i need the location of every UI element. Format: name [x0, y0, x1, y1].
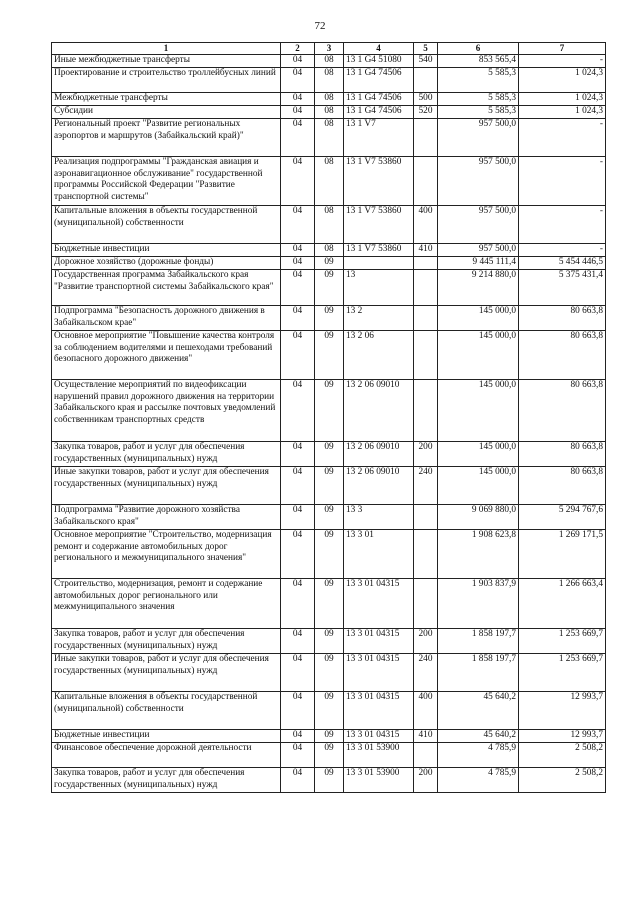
cell-target-article: 13 2 06 — [344, 331, 414, 380]
cell-expense-type: 500 — [414, 93, 438, 106]
table-row — [52, 119, 606, 157]
header-cell-target-article: 4 — [344, 43, 414, 55]
table-row — [52, 331, 606, 380]
cell-amount-1: 145 000,0 — [438, 331, 519, 380]
cell-subsection: 08 — [315, 119, 344, 157]
table-row — [52, 55, 606, 68]
cell-section: 04 — [281, 206, 315, 244]
cell-name: Проектирование и строительство троллейбусных линий — [52, 68, 281, 93]
table-row — [52, 505, 606, 530]
cell-section: 04 — [281, 270, 315, 306]
cell-section: 04 — [281, 579, 315, 629]
cell-target-article: 13 1 G4 74506 — [344, 106, 414, 119]
cell-expense-type — [414, 270, 438, 306]
cell-subsection: 09 — [315, 579, 344, 629]
cell-subsection: 09 — [315, 692, 344, 730]
cell-amount-1: 957 500,0 — [438, 157, 519, 206]
cell-amount-2: 1 253 669,7 — [519, 654, 606, 692]
table-body — [52, 55, 606, 793]
cell-section: 04 — [281, 442, 315, 467]
cell-amount-2: 1 266 663,4 — [519, 579, 606, 629]
cell-name: Межбюджетные трансферты — [52, 93, 281, 106]
cell-amount-1: 957 500,0 — [438, 206, 519, 244]
table-row — [52, 467, 606, 505]
cell-amount-1: 9 069 880,0 — [438, 505, 519, 530]
cell-name: Подпрограмма "Развитие дорожного хозяйства Забайкальского края" — [52, 505, 281, 530]
cell-target-article: 13 3 01 04315 — [344, 692, 414, 730]
cell-name: Реализация подпрограммы "Гражданская авиация и аэронавигационное обслуживание" государственной программы Российской Федерации "Развитие транспортной системы" — [52, 157, 281, 206]
cell-expense-type: 410 — [414, 244, 438, 257]
cell-name: Иные закупки товаров, работ и услуг для обеспечения государственных (муниципальных) нужд — [52, 467, 281, 505]
cell-subsection: 08 — [315, 68, 344, 93]
cell-target-article: 13 1 G4 74506 — [344, 68, 414, 93]
cell-section: 04 — [281, 730, 315, 743]
cell-target-article: 13 3 01 04315 — [344, 654, 414, 692]
cell-section: 04 — [281, 380, 315, 442]
table-row — [52, 743, 606, 768]
cell-amount-1: 853 565,4 — [438, 55, 519, 68]
cell-name: Субсидии — [52, 106, 281, 119]
cell-target-article: 13 1 V7 53860 — [344, 157, 414, 206]
table-row — [52, 93, 606, 106]
cell-amount-1: 4 785,9 — [438, 768, 519, 793]
cell-name: Основное мероприятие "Строительство, модернизация ремонт и содержание автомобильных дорог регионального и межмуниципального значения" — [52, 530, 281, 579]
cell-amount-1: 9 445 111,4 — [438, 257, 519, 270]
cell-name: Закупка товаров, работ и услуг для обеспечения государственных (муниципальных) нужд — [52, 442, 281, 467]
cell-name: Строительство, модернизация, ремонт и содержание автомобильных дорог регионального или межмуниципального значения — [52, 579, 281, 629]
cell-subsection: 09 — [315, 505, 344, 530]
cell-target-article: 13 — [344, 270, 414, 306]
header-cell-name: 1 — [52, 43, 281, 55]
cell-amount-1: 5 585,3 — [438, 93, 519, 106]
cell-expense-type: 400 — [414, 206, 438, 244]
cell-subsection: 09 — [315, 331, 344, 380]
table-row — [52, 257, 606, 270]
table-row — [52, 106, 606, 119]
page-number: 72 — [314, 20, 326, 32]
cell-expense-type — [414, 579, 438, 629]
cell-name: Подпрограмма "Безопасность дорожного движения в Забайкальском крае" — [52, 306, 281, 331]
cell-expense-type: 540 — [414, 55, 438, 68]
table-row — [52, 530, 606, 579]
cell-amount-2: 80 663,8 — [519, 306, 606, 331]
cell-amount-2: 80 663,8 — [519, 442, 606, 467]
cell-expense-type — [414, 68, 438, 93]
cell-amount-2: 1 269 171,5 — [519, 530, 606, 579]
cell-amount-2: 1 024,3 — [519, 93, 606, 106]
cell-target-article: 13 1 G4 74506 — [344, 93, 414, 106]
budget-table — [51, 42, 606, 793]
cell-section: 04 — [281, 244, 315, 257]
table-row — [52, 654, 606, 692]
cell-name: Закупка товаров, работ и услуг для обеспечения государственных (муниципальных) нужд — [52, 768, 281, 793]
cell-target-article — [344, 257, 414, 270]
cell-subsection: 09 — [315, 442, 344, 467]
cell-expense-type — [414, 331, 438, 380]
cell-target-article: 13 1 V7 — [344, 119, 414, 157]
cell-section: 04 — [281, 106, 315, 119]
cell-name: Капитальные вложения в объекты государственной (муниципальной) собственности — [52, 206, 281, 244]
table-row — [52, 157, 606, 206]
cell-name: Бюджетные инвестиции — [52, 244, 281, 257]
cell-target-article: 13 2 — [344, 306, 414, 331]
header-cell-subsection: 3 — [315, 43, 344, 55]
cell-name: Дорожное хозяйство (дорожные фонды) — [52, 257, 281, 270]
cell-name: Осуществление мероприятий по видеофиксации нарушений правил дорожного движения на территории Забайкальского края и рассылке почтовых уведомлений собственникам транспортных средств — [52, 380, 281, 442]
cell-amount-2: 1 024,3 — [519, 68, 606, 93]
cell-subsection: 09 — [315, 743, 344, 768]
cell-section: 04 — [281, 530, 315, 579]
cell-subsection: 08 — [315, 106, 344, 119]
table-row — [52, 692, 606, 730]
cell-expense-type — [414, 505, 438, 530]
cell-amount-2: 12 993,7 — [519, 692, 606, 730]
cell-subsection: 09 — [315, 306, 344, 331]
cell-target-article: 13 1 V7 53860 — [344, 206, 414, 244]
cell-section: 04 — [281, 467, 315, 505]
cell-name: Региональный проект "Развитие региональных аэропортов и маршрутов (Забайкальский край)" — [52, 119, 281, 157]
cell-amount-1: 1 908 623,8 — [438, 530, 519, 579]
cell-expense-type: 200 — [414, 629, 438, 654]
cell-target-article: 13 3 01 53900 — [344, 768, 414, 793]
cell-amount-2: 5 375 431,4 — [519, 270, 606, 306]
table-row — [52, 442, 606, 467]
cell-amount-1: 45 640,2 — [438, 692, 519, 730]
cell-section: 04 — [281, 692, 315, 730]
cell-target-article: 13 2 06 09010 — [344, 467, 414, 505]
cell-name: Государственная программа Забайкальского края "Развитие транспортной системы Забайкальского края" — [52, 270, 281, 306]
cell-amount-1: 5 585,3 — [438, 106, 519, 119]
cell-section: 04 — [281, 119, 315, 157]
cell-expense-type — [414, 380, 438, 442]
cell-amount-2: - — [519, 206, 606, 244]
cell-target-article: 13 3 01 53900 — [344, 743, 414, 768]
cell-subsection: 09 — [315, 654, 344, 692]
table-row — [52, 68, 606, 93]
cell-subsection: 09 — [315, 530, 344, 579]
cell-subsection: 08 — [315, 244, 344, 257]
cell-amount-1: 9 214 880,0 — [438, 270, 519, 306]
header-cell-amount-1: 6 — [438, 43, 519, 55]
cell-section: 04 — [281, 654, 315, 692]
cell-expense-type: 240 — [414, 654, 438, 692]
cell-name: Основное мероприятие "Повышение качества контроля за соблюдением водителями и пешеходами требований безопасного дорожного движения" — [52, 331, 281, 380]
cell-amount-1: 1 858 197,7 — [438, 654, 519, 692]
table-row — [52, 768, 606, 793]
cell-target-article: 13 1 V7 53860 — [344, 244, 414, 257]
cell-amount-1: 957 500,0 — [438, 119, 519, 157]
cell-name: Капитальные вложения в объекты государственной (муниципальной) собственности — [52, 692, 281, 730]
table-header-row — [52, 43, 606, 55]
table-row — [52, 730, 606, 743]
table-row — [52, 380, 606, 442]
cell-amount-2: 2 508,2 — [519, 768, 606, 793]
cell-amount-2: - — [519, 55, 606, 68]
cell-subsection: 09 — [315, 768, 344, 793]
cell-amount-1: 957 500,0 — [438, 244, 519, 257]
cell-target-article: 13 2 06 09010 — [344, 380, 414, 442]
cell-subsection: 09 — [315, 380, 344, 442]
cell-expense-type — [414, 530, 438, 579]
cell-name: Закупка товаров, работ и услуг для обеспечения государственных (муниципальных) нужд — [52, 629, 281, 654]
cell-expense-type — [414, 119, 438, 157]
cell-amount-2: - — [519, 157, 606, 206]
cell-amount-2: 2 508,2 — [519, 743, 606, 768]
cell-amount-2: 80 663,8 — [519, 380, 606, 442]
cell-expense-type — [414, 306, 438, 331]
cell-amount-2: - — [519, 244, 606, 257]
cell-section: 04 — [281, 768, 315, 793]
cell-subsection: 08 — [315, 206, 344, 244]
cell-subsection: 09 — [315, 467, 344, 505]
cell-section: 04 — [281, 743, 315, 768]
cell-amount-1: 45 640,2 — [438, 730, 519, 743]
table-row — [52, 629, 606, 654]
cell-amount-2: 5 454 446,5 — [519, 257, 606, 270]
cell-subsection: 08 — [315, 55, 344, 68]
cell-target-article: 13 2 06 09010 — [344, 442, 414, 467]
cell-amount-1: 5 585,3 — [438, 68, 519, 93]
cell-name: Финансовое обеспечение дорожной деятельности — [52, 743, 281, 768]
cell-section: 04 — [281, 157, 315, 206]
cell-amount-2: 12 993,7 — [519, 730, 606, 743]
cell-expense-type — [414, 157, 438, 206]
cell-amount-1: 145 000,0 — [438, 380, 519, 442]
table-row — [52, 579, 606, 629]
cell-amount-1: 145 000,0 — [438, 442, 519, 467]
cell-amount-1: 145 000,0 — [438, 467, 519, 505]
cell-section: 04 — [281, 306, 315, 331]
cell-amount-2: - — [519, 119, 606, 157]
cell-target-article: 13 3 01 — [344, 530, 414, 579]
table-row — [52, 244, 606, 257]
cell-amount-1: 145 000,0 — [438, 306, 519, 331]
cell-expense-type: 400 — [414, 692, 438, 730]
cell-name: Иные межбюджетные трансферты — [52, 55, 281, 68]
cell-amount-2: 80 663,8 — [519, 331, 606, 380]
cell-section: 04 — [281, 257, 315, 270]
cell-amount-2: 5 294 767,6 — [519, 505, 606, 530]
header-cell-amount-2: 7 — [519, 43, 606, 55]
cell-section: 04 — [281, 68, 315, 93]
cell-amount-1: 4 785,9 — [438, 743, 519, 768]
cell-section: 04 — [281, 331, 315, 380]
cell-expense-type: 200 — [414, 768, 438, 793]
cell-section: 04 — [281, 93, 315, 106]
header-cell-section: 2 — [281, 43, 315, 55]
cell-target-article: 13 3 01 04315 — [344, 579, 414, 629]
cell-target-article: 13 1 G4 51080 — [344, 55, 414, 68]
cell-subsection: 08 — [315, 93, 344, 106]
cell-subsection: 09 — [315, 257, 344, 270]
cell-amount-1: 1 903 837,9 — [438, 579, 519, 629]
cell-target-article: 13 3 01 04315 — [344, 730, 414, 743]
cell-section: 04 — [281, 629, 315, 654]
table-row — [52, 206, 606, 244]
cell-expense-type: 410 — [414, 730, 438, 743]
cell-amount-1: 1 858 197,7 — [438, 629, 519, 654]
cell-amount-2: 1 024,3 — [519, 106, 606, 119]
cell-name: Бюджетные инвестиции — [52, 730, 281, 743]
table-row — [52, 306, 606, 331]
header-cell-expense-type: 5 — [414, 43, 438, 55]
cell-expense-type: 240 — [414, 467, 438, 505]
cell-expense-type: 200 — [414, 442, 438, 467]
cell-expense-type — [414, 257, 438, 270]
cell-subsection: 09 — [315, 270, 344, 306]
cell-expense-type — [414, 743, 438, 768]
cell-subsection: 08 — [315, 157, 344, 206]
cell-subsection: 09 — [315, 730, 344, 743]
cell-name: Иные закупки товаров, работ и услуг для обеспечения государственных (муниципальных) нужд — [52, 654, 281, 692]
cell-section: 04 — [281, 505, 315, 530]
cell-section: 04 — [281, 55, 315, 68]
cell-target-article: 13 3 — [344, 505, 414, 530]
cell-expense-type: 520 — [414, 106, 438, 119]
cell-amount-2: 80 663,8 — [519, 467, 606, 505]
table-row — [52, 270, 606, 306]
cell-subsection: 09 — [315, 629, 344, 654]
cell-amount-2: 1 253 669,7 — [519, 629, 606, 654]
cell-target-article: 13 3 01 04315 — [344, 629, 414, 654]
